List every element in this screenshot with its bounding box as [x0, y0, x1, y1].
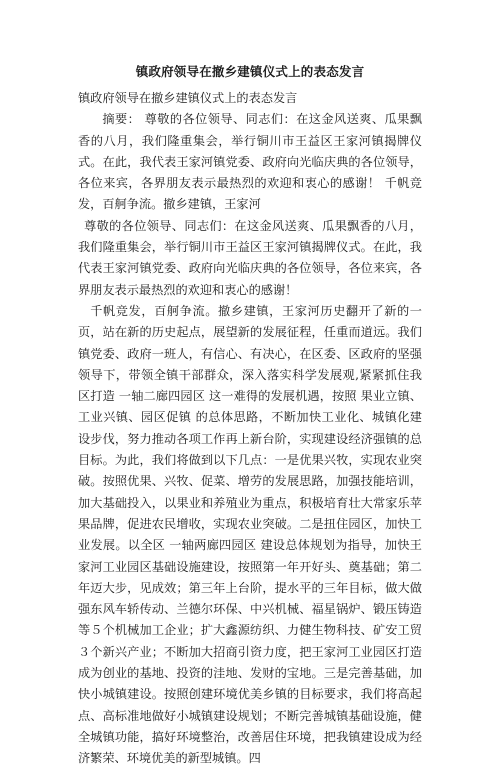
body-paragraph-main: 千帆竞发，百舸争流。撤乡建镇，王家河历史翻开了新的一页，站在新的历史起点，展望新的发展征程，任重而道远。我们镇党委、政府一班人，有信心、有决心，在区委、区政府的坚强领导下，带领全镇干部群众，深入落实科学发展观,紧紧抓住我区打造 一轴二廊四园区 这一难得的发展机遇，按照 果业立镇、工业兴镇、园区促镇 的总体思路，不断加快工业化、城镇化建设步伐，努力推动各项工作再上新台阶，实现建设经济强镇的总目标。为此，我们将做到以下几点：一是优果兴牧，实现农业突破。按照优果、兴牧、促菜、增劳的发展思路，加强技能培训，加大基础投入，以果业和养殖业为重点，积极培育壮大常家乐苹果品牌，促进农民增收，实现农业突破。二是扭住园区，加快工业发展。以全区 一轴两廊四园区 建设总体规划为指导，加快王家河工业园区基础设施建设，按照第一年开好头、奠基础；第二年迈大步，见成效；第三年上台阶，提水平的三年目标，做大做强东风车轿传动、兰德尔环保、中兴机械、福星锅炉、锻压铸造等５个机械加工企业；扩大鑫源纺织、力健生物科技、矿安工贸３个新兴产业；不断加大招商引资力度，把王家河工业园区打造成为创业的基地、投资的洼地、发财的宝地。三是完善基础，加快小城镇建设。按照创建环境优美乡镇的目标要求，我们将高起点、高标准地做好小城镇建设规划；不断完善城镇基础设施，健全城镇功能，搞好环境整治，改善居住环境，把我镇建设成为经济繁荣、环境优美的新型城镇。四	[78, 303, 422, 766]
document-subtitle: 镇政府领导在撤乡建镇仪式上的表态发言	[78, 91, 298, 105]
document-abstract: 摘要： 尊敬的各位领导、同志们：在这金风送爽、瓜果飘香的八月，我们隆重集会，举行铜川市王益区王家河镇揭牌仪式。在此，我代表王家河镇党委、政府向光临庆典的各位领导，各位来宾，各界朋友表示最热烈的欢迎和衷心的感谢！ 千帆竞发，百舸争流。撤乡建镇，王家河	[78, 112, 422, 212]
body-paragraph-greeting: 尊敬的各位领导、同志们：在这金风送爽、瓜果飘香的八月，我们隆重集会，举行铜川市王益区王家河镇揭牌仪式。在此，我代表王家河镇党委、政府向光临庆典的各位领导，各位来宾，各界朋友表示最热烈的欢迎和衷心的感谢！	[78, 218, 422, 297]
document-title: 镇政府领导在撤乡建镇仪式上的表态发言	[135, 64, 365, 79]
